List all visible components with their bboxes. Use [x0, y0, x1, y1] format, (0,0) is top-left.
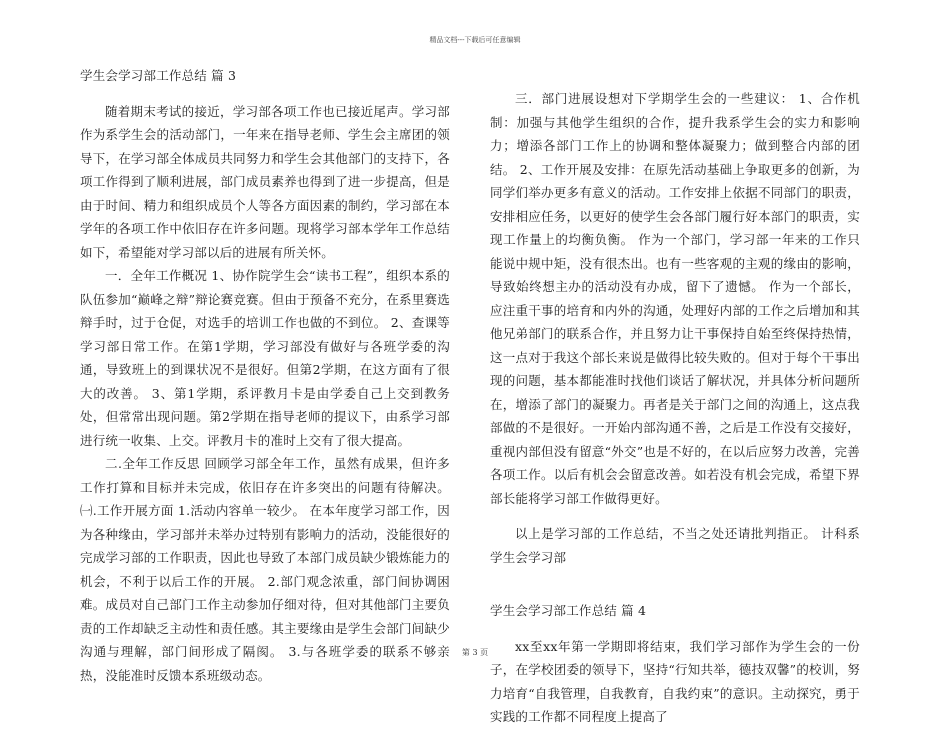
page-header: 精品文档---下载后可任意编辑	[429, 36, 521, 44]
right-column	[490, 64, 860, 729]
paragraph: 以上是学习部的工作总结，不当之处还请批判指正。 计科系学生会学习部	[490, 526, 860, 565]
paragraph: 一．全年工作概况 1、协作院学生会“读书工程”，组织本系的队伍参加“巅峰之辩”辩论赛竞赛。但由于预备不充分，在系里赛选辩手时，过于仓促，对选手的培训工作也做的不到位。 2、查课等学习部日常工作。在第1学期，学习部没有做好与各班学委的沟通，导致班上的到课状况不是很好。但第2学期，在这方面有了很大的改善。 3、第1学期，系评教月卡是由学委自己上交到教务处，但常常出现问题。第2学期在指导老师的提议下，由系学习部进行统一收集、上交。评教月卡的准时上交有了很大提高。	[80, 268, 450, 448]
paragraph: xx至xx年第一学期即将结束，我们学习部作为学生会的一份子，在学校团委的领导下，坚持“行知共举，德技双馨”的校训，努力培育“自我管理，自我教育，自我约束”的意识。主动探究，勇于实践的工作都不同程度上提高了	[490, 638, 860, 724]
page-number: 第 3 页	[461, 648, 489, 657]
left-column	[80, 64, 450, 687]
paragraph: 随着期末考试的接近，学习部各项工作也已接近尾声。学习部作为系学生会的活动部门，一年来在指导老师、学生会主席团的领导下，在学习部全体成员共同努力和学生会其他部门的支持下，各项工作得到了顺利进展，部门成员素养也得到了进一步提高，但是由于时间、精力和组织成员个人等各方面因素的制约，学习部在本学年的各项工作中依旧存在许多问题。现将学习部本学年工作总结如下，希望能对学习部以后的进展有所关怀。	[80, 103, 450, 260]
paragraph: 二.全年工作反思 回顾学习部全年工作，虽然有成果，但许多工作打算和目标并未完成，依旧存在许多突出的问题有待解决。 ㈠.工作开展方面 1.活动内容单一较少。 在本年度学习部工作，因为各种缘由，学习部并未举办过特别有影响力的活动，没能很好的完成学习部的工作职责，因此也导致了本部门成员缺少锻炼能力的机会，不利于以后工作的开展。 2.部门观念浓重，部门间协调困难。成员对自己部门工作主动参加仔细对待，但对其他部门主要负责的工作却缺乏主动性和责任感。其主要缘由是学生会部门间缺少沟通与理解，部门间形成了隔阂。 3.与各班学委的联系不够亲热，没能准时反馈本系班级动态。	[80, 456, 450, 683]
paragraph: 三．部门进展设想对下学期学生会的一些建议： 1、合作机制：加强与其他学生组织的合作，提升我系学生会的实力和影响力；增添各部门工作上的协调和整体凝聚力；做到整合内部的团结。 2、工作开展及安排：在原先活动基础上争取更多的创新，为同学们举办更多有意义的活动。工作安排上依据不同部门的职责，安排相应任务，以更好的使学生会各部门履行好本部门的职责，实现工作量上的均衡负衡。 作为一个部门，学习部一年来的工作只能说中规中矩，没有很杰出。也有一些客观的主观的缘由的影响，导致始终想主办的活动没有办成，留下了遗憾。 作为一个部长，应注重干事的培育和内外的沟通，处理好内部的工作之后增加和其他兄弟部门的联系合作，并且努力让干事保持自始至终保持热情，这一点对于我这个部长来说是做得比较失败的。但对于每个干事出现的问题，基本都能准时找他们谈话了解状况，并具体分析问题所在，增添了部门的凝聚力。再者是关于部门之间的沟通上，这点我部做的不是很好。一开始内部沟通不善，之后是工作没有交接好，重视内部但没有留意“外交”也是不好的，在以后应努力改善，完善各项工作。以后有机会会留意改善。如若没有机会完成，希望下界部长能将学习部工作做得更好。	[490, 91, 860, 506]
section-title-3: 学生会学习部工作总结 篇 3	[80, 68, 237, 83]
section-title-4: 学生会学习部工作总结 篇 4	[490, 603, 647, 618]
